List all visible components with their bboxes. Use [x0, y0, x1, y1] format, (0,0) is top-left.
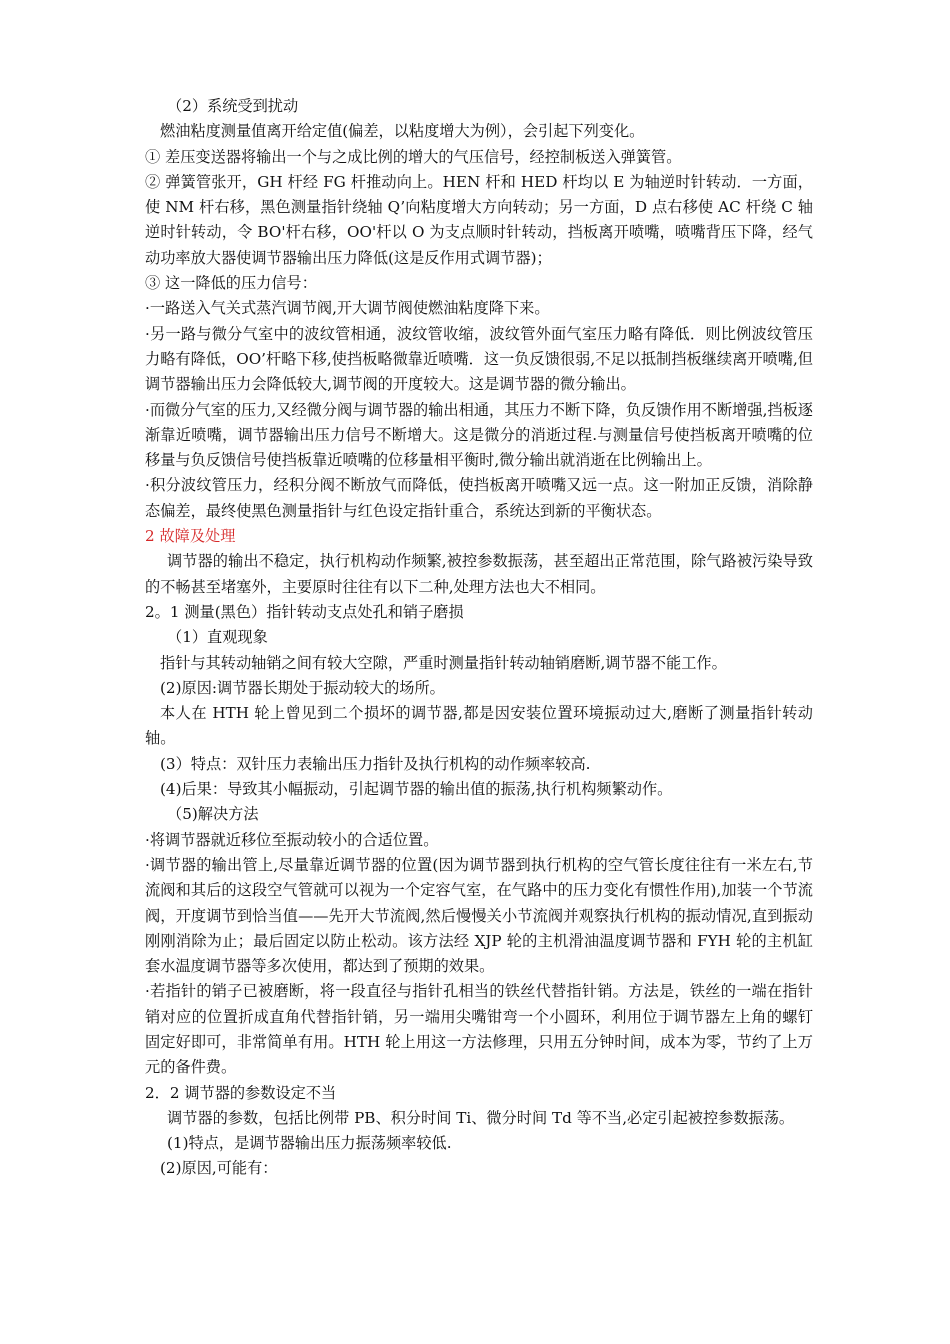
paragraph: 燃油粘度测量值离开给定值(偏差，以粘度增大为例），会引起下列变化。 — [160, 122, 645, 141]
paragraph: 调节器的参数，包括比例带 PB、积分时间 Ti、微分时间 Td 等不当,必定引起被控参数振荡。 — [167, 1108, 795, 1127]
bullet-paragraph: ·将调节器就近移位至振动较小的合适位置。 — [145, 830, 439, 849]
paragraph: ③ 这一降低的压力信号： — [145, 274, 317, 293]
subsection-heading: 2。1 测量(黑色）指针转动支点处孔和销子磨损 — [145, 602, 464, 621]
paragraph: (1)特点，是调节器输出压力振荡频率较低. — [167, 1134, 452, 1153]
bullet-paragraph: ·若指针的销子已被磨断，将一段直径与指针孔相当的铁丝代替指针销。方法是，铁丝的一端在指针销对应的位置折成直角代替指针销，另一端用尖嘴钳弯一个小圆环，利用位于调节器左上角的螺钉固定好即可，非常简单有用。HTH 轮上用这一方法修理，只用五分钟时间，成本为零，节约了上万元的备件费。 — [145, 982, 813, 1077]
bullet-paragraph: ·另一路与微分气室中的波纹管相通，波纹管收缩，波纹管外面气室压力略有降低．则比例波纹管压力略有降低，OO’杆略下移,使挡板略微靠近喷嘴．这一负反馈很弱,不足以抵制挡板继续离开喷嘴,但调节器输出压力会降低较大,调节阀的开度较大。这是调节器的微分输出。 — [145, 324, 813, 394]
paragraph: (2)原因,可能有： — [160, 1159, 278, 1178]
paragraph: （2）系统受到扰动 — [167, 97, 299, 115]
document-page — [145, 94, 813, 1182]
section-heading: 2 故障及处理 — [145, 527, 236, 546]
paragraph: 调节器的输出不稳定，执行机构动作频繁,被控参数振荡，甚至超出正常范围，除气路被污染导致的不畅甚至堵塞外，主要原时往往有以下二种,处理方法也大不相同。 — [145, 552, 813, 596]
paragraph: （5)解决方法 — [167, 805, 259, 824]
paragraph: ② 弹簧管张开，GH 杆经 FG 杆推动向上。HEN 杆和 HED 杆均以 E 为轴逆时针转动．一方面，使 NM 杆右移，黑色测量指针绕轴 Q’向粘度增大方向转动；另一方面，D 点右移使 AC 杆绕 C 轴逆时针转动，令 BO'杆右移，OO'杆以 O 为支点顺时针转动，挡板离开喷嘴，喷嘴背压下降，经气动功率放大器使调节器输出压力降低(这是反作用式调节器)； — [145, 172, 813, 267]
bullet-paragraph: ·一路送入气关式蒸汽调节阀,开大调节阀使燃油粘度降下来。 — [145, 299, 550, 318]
paragraph: （1）直观现象 — [167, 628, 268, 647]
paragraph: (4)后果：导致其小幅振动，引起调节器的输出值的振荡,执行机构频繁动作。 — [160, 780, 673, 799]
bullet-paragraph: ·积分波纹管压力，经积分阀不断放气而降低，使挡板离开喷嘴又远一点。这一附加正反馈，消除静态偏差，最终使黑色测量指针与红色设定指针重合，系统达到新的平衡状态。 — [145, 476, 813, 520]
paragraph: (2)原因:调节器长期处于振动较大的场所。 — [160, 678, 445, 697]
paragraph: (3）特点：双针压力表输出压力指针及执行机构的动作频率较高. — [160, 754, 591, 773]
paragraph: 指针与其转动轴销之间有较大空隙，严重时测量指针转动轴销磨断,调节器不能工作。 — [160, 653, 727, 672]
subsection-heading: 2．2 调节器的参数设定不当 — [145, 1083, 337, 1102]
paragraph: 本人在 HTH 轮上曾见到二个损坏的调节器,都是因安装位置环境振动过大,磨断了测量指针转动轴。 — [145, 704, 813, 748]
paragraph: ① 差压变送器将输出一个与之成比例的增大的气压信号，经控制板送入弹簧管。 — [145, 147, 682, 166]
bullet-paragraph: ·调节器的输出管上,尽量靠近调节器的位置(因为调节器到执行机构的空气管长度往往有一米左右,节流阀和其后的这段空气管就可以视为一个定容气室，在气路中的压力变化有惯性作用),加装一个节流阀，开度调节到恰当值——先开大节流阀,然后慢慢关小节流阀并观察执行机构的振动情况,直到振动刚刚消除为止；最后固定以防止松动。该方法经 XJP 轮的主机滑油温度调节器和 FYH 轮的主机缸套水温度调节器等多次使用，都达到了预期的效果。 — [145, 855, 813, 976]
bullet-paragraph: ·而微分气室的压力,又经微分阀与调节器的输出相通，其压力不断下降，负反馈作用不断增强,挡板逐渐靠近喷嘴，调节器输出压力信号不断增大。这是微分的消逝过程.与测量信号使挡板离开喷嘴的位移量与负反馈信号使挡板靠近喷嘴的位移量相平衡时,微分输出就消逝在比例输出上。 — [145, 400, 813, 470]
